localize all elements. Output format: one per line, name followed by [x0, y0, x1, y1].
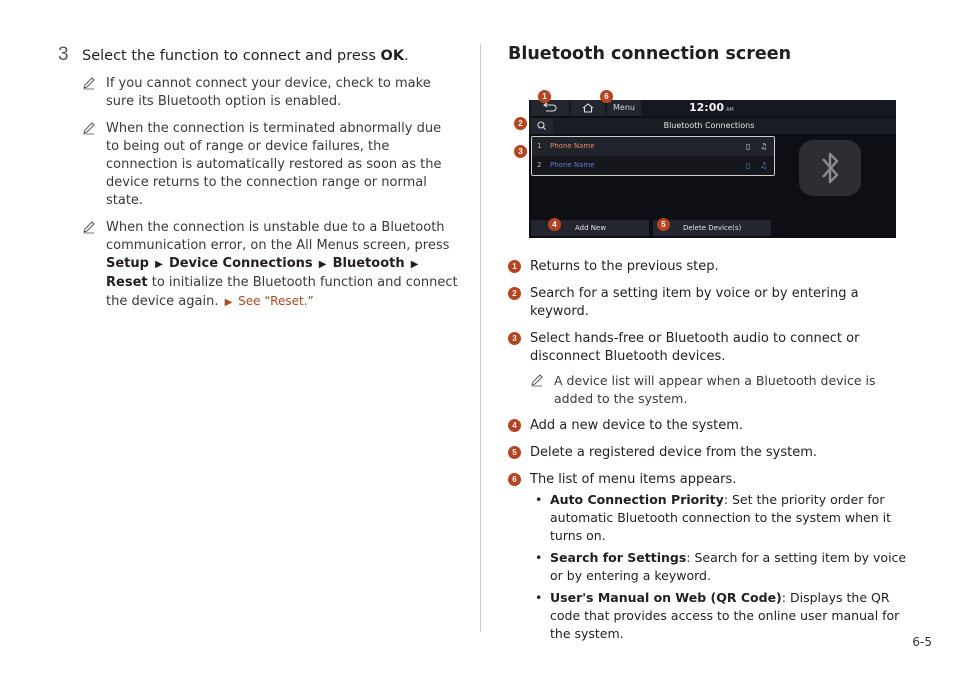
pencil-note-icon	[530, 373, 544, 387]
section-title: Bluetooth connection screen	[508, 44, 792, 64]
callout-2: 2	[514, 117, 527, 130]
see-reset-link[interactable]: ▶ See “Reset.”	[224, 294, 314, 308]
screen-figure	[518, 92, 898, 240]
legend-item-6: 6 The list of menu items appears. • Auto Connection Priority: Set the priority order for automatic Bluetooth connection to the system when it turns on. • Search for Settings: Search for a setting item by voice or by entering a keyword. • User's Manual on Web (QR Code): Displays the QR code that provides access to the online user manual for the system.	[508, 471, 918, 643]
phone-icon: ▯	[746, 161, 751, 170]
path-bluetooth: Bluetooth	[332, 256, 405, 271]
legend-item-3: 3 Select hands-free or Bluetooth audio to connect or disconnect Bluetooth devices. A device list will appear when a Bluetooth device is added to the system.	[508, 330, 918, 408]
left-column	[58, 44, 458, 312]
back-button[interactable]	[531, 100, 569, 116]
note-2: When the connection is terminated abnormally due to being out of range or device failures, the connection is automatically restored as soon as the device returns to the connection range or normal state.	[82, 120, 458, 210]
callout-5: 5	[657, 218, 670, 231]
phone-icon: ▯	[746, 142, 751, 151]
device-list	[531, 136, 775, 176]
right-column	[508, 44, 928, 641]
pencil-note-icon	[82, 220, 96, 234]
pencil-note-icon	[82, 76, 96, 90]
column-divider	[480, 44, 481, 632]
page-number: 6-5	[912, 635, 932, 649]
subitem-search-for-settings: • Search for Settings: Search for a setting item by voice or by entering a keyword.	[535, 550, 907, 583]
path-reset: Reset	[106, 275, 148, 290]
bluetooth-icon	[816, 148, 844, 188]
legend-items	[508, 258, 918, 652]
bluetooth-audio-icon: ♫	[760, 161, 768, 170]
step-number: 3	[58, 44, 69, 65]
legend-item-4: 4 Add a new device to the system.	[508, 417, 918, 435]
arrow-right-icon: ▶	[318, 259, 327, 270]
bluetooth-audio-icon: ♫	[760, 142, 768, 151]
add-new-button[interactable]: Add New	[531, 220, 649, 236]
item-3-note: A device list will appear when a Bluetooth device is added to the system.	[530, 372, 918, 408]
note-1: If you cannot connect your device, check to make sure its Bluetooth option is enabled.	[82, 75, 458, 111]
back-icon	[531, 100, 569, 116]
subitem-users-manual-web: • User's Manual on Web (QR Code): Displays the QR code that provides access to the online user manual for the system.	[535, 590, 900, 641]
home-button[interactable]	[571, 100, 605, 116]
callout-4: 4	[548, 218, 561, 231]
step-3	[58, 44, 458, 66]
screen-title: Bluetooth Connections	[663, 121, 755, 130]
device-row-2[interactable]: 2 Phone Name ▯ ♫	[532, 156, 774, 175]
callout-6: 6	[600, 90, 613, 103]
bluetooth-logo-panel	[799, 140, 861, 196]
search-button[interactable]	[531, 118, 553, 134]
legend-item-1: 1 Returns to the previous step.	[508, 258, 918, 276]
pencil-note-icon	[82, 121, 96, 135]
callout-3: 3	[514, 145, 527, 158]
path-setup: Setup	[106, 256, 149, 271]
bluetooth-connection-screen	[529, 100, 896, 238]
legend-item-5: 5 Delete a registered device from the system.	[508, 444, 918, 462]
home-icon	[571, 100, 605, 116]
subitem-auto-connection-priority: • Auto Connection Priority: Set the priority order for automatic Bluetooth connection to the system when it turns on.	[535, 492, 891, 543]
note-3: When the connection is unstable due to a Bluetooth communication error, on the All Menus screen, press Setup ▶ Device Connections ▶ Bluetooth ▶ Reset to initialize the Bluetooth function and connect the device again. ▶ See “Reset.”	[82, 219, 458, 312]
see-arrow-icon: ▶	[224, 297, 233, 308]
arrow-right-icon: ▶	[410, 259, 419, 270]
arrow-right-icon: ▶	[155, 259, 163, 270]
device-row-1[interactable]: 1 Phone Name ▯ ♫	[532, 137, 774, 156]
callout-1: 1	[538, 90, 551, 103]
delete-devices-button[interactable]: Delete Device(s)	[653, 220, 771, 236]
search-icon	[531, 118, 553, 134]
clock: 12:00 AM	[689, 101, 734, 114]
legend-item-2: 2 Search for a setting item by voice or by entering a keyword.	[508, 285, 918, 321]
menu-button[interactable]: Menu	[607, 100, 641, 116]
path-device-connections: Device Connections	[168, 256, 313, 271]
step-text: Select the function to connect and press OK.	[82, 48, 409, 64]
